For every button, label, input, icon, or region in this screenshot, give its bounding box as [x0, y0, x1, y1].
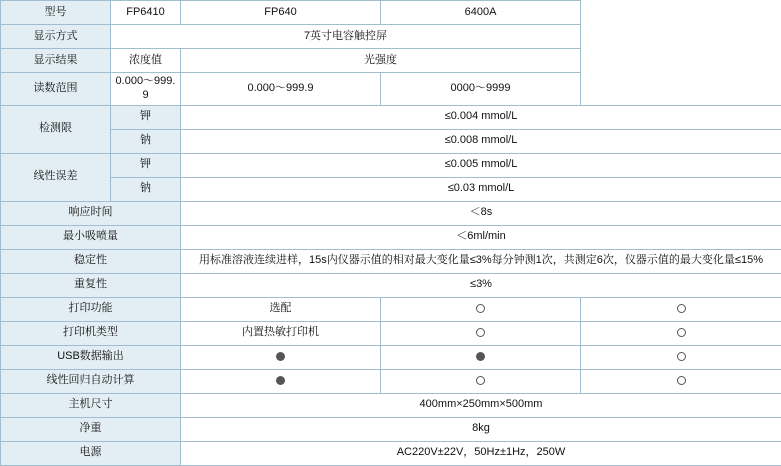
table-cell: 选配: [181, 297, 381, 321]
row-label: 显示结果: [1, 49, 111, 73]
table-cell: 7英寸电容触控屏: [111, 25, 581, 49]
row-label: 显示方式: [1, 25, 111, 49]
table-cell: ≤0.03 mmol/L: [181, 177, 781, 201]
model-row: [1, 1, 781, 25]
min-suction-row: [1, 225, 781, 249]
empty-circle-icon: [476, 304, 485, 313]
table-cell: 8kg: [181, 417, 781, 441]
table-cell: 内置热敏打印机: [181, 321, 381, 345]
print-function-row: [1, 297, 781, 321]
empty-circle-icon: [476, 328, 485, 337]
row-sublabel: 钠: [111, 177, 181, 201]
table-cell: ＜6ml/min: [181, 225, 781, 249]
row-label: 响应时间: [1, 201, 181, 225]
table-cell: 0.000～999.9: [111, 73, 181, 106]
row-label: 线性回归自动计算: [1, 369, 181, 393]
row-sublabel: 钾: [111, 105, 181, 129]
table-cell: ＜8s: [181, 201, 781, 225]
table-cell: [581, 345, 781, 369]
net-weight-row: [1, 417, 781, 441]
table-cell: 用标准溶液连续进样，15s内仪器示值的相对最大变化量≤3%每分钟测1次，共测定6次，仪器示值的最大变化量≤15%: [181, 249, 781, 273]
table-cell: AC220V±22V，50Hz±1Hz，250W: [181, 441, 781, 465]
host-size-row: [1, 393, 781, 417]
display-mode-row: [1, 25, 781, 49]
detection-limit-na-row: [1, 129, 781, 153]
row-sublabel: 钾: [111, 153, 181, 177]
table-cell: [581, 369, 781, 393]
table-cell: ≤3%: [181, 273, 781, 297]
row-label: 净重: [1, 417, 181, 441]
table-cell: [181, 369, 381, 393]
reading-range-row: [1, 73, 781, 106]
row-label: 打印机类型: [1, 321, 181, 345]
table-cell: 0.000～999.9: [181, 73, 381, 106]
table-cell: ≤0.008 mmol/L: [181, 129, 781, 153]
linearity-error-k-row: [1, 153, 781, 177]
table-cell: [381, 345, 581, 369]
empty-circle-icon: [677, 352, 686, 361]
row-sublabel: 钠: [111, 129, 181, 153]
row-label: USB数据输出: [1, 345, 181, 369]
table-cell: [381, 369, 581, 393]
response-time-row: [1, 201, 781, 225]
power-row: [1, 441, 781, 465]
table-cell: [581, 321, 781, 345]
row-label: 电源: [1, 441, 181, 465]
row-label: 重复性: [1, 273, 181, 297]
row-label: 打印功能: [1, 297, 181, 321]
empty-circle-icon: [677, 304, 686, 313]
row-label: 读数范围: [1, 73, 111, 106]
table-cell: FP640: [181, 1, 381, 25]
printer-type-row: [1, 321, 781, 345]
filled-dot-icon: [476, 352, 485, 361]
table-cell: ≤0.005 mmol/L: [181, 153, 781, 177]
detection-limit-k-row: [1, 105, 781, 129]
table-cell: 浓度值: [111, 49, 181, 73]
stability-row: [1, 249, 781, 273]
table-cell: 0000～9999: [381, 73, 581, 106]
repeatability-row: [1, 273, 781, 297]
table-cell: [581, 297, 781, 321]
table-cell: 400mm×250mm×500mm: [181, 393, 781, 417]
table-cell: FP6410: [111, 1, 181, 25]
table-cell: [381, 321, 581, 345]
row-label: 最小吸喷量: [1, 225, 181, 249]
table-cell: 光强度: [181, 49, 581, 73]
row-label: 型号: [1, 1, 111, 25]
linearity-error-na-row: [1, 177, 781, 201]
table-cell: 6400A: [381, 1, 581, 25]
table-cell: ≤0.004 mmol/L: [181, 105, 781, 129]
filled-dot-icon: [276, 376, 285, 385]
row-label: 线性误差: [1, 153, 111, 201]
table-cell: [381, 297, 581, 321]
row-label: 主机尺寸: [1, 393, 181, 417]
filled-dot-icon: [276, 352, 285, 361]
usb-output-row: [1, 345, 781, 369]
row-label: 稳定性: [1, 249, 181, 273]
display-result-row: [1, 49, 781, 73]
empty-circle-icon: [677, 328, 686, 337]
empty-circle-icon: [476, 376, 485, 385]
empty-circle-icon: [677, 376, 686, 385]
row-label: 检测限: [1, 105, 111, 153]
table-cell: [181, 345, 381, 369]
linear-regression-row: [1, 369, 781, 393]
